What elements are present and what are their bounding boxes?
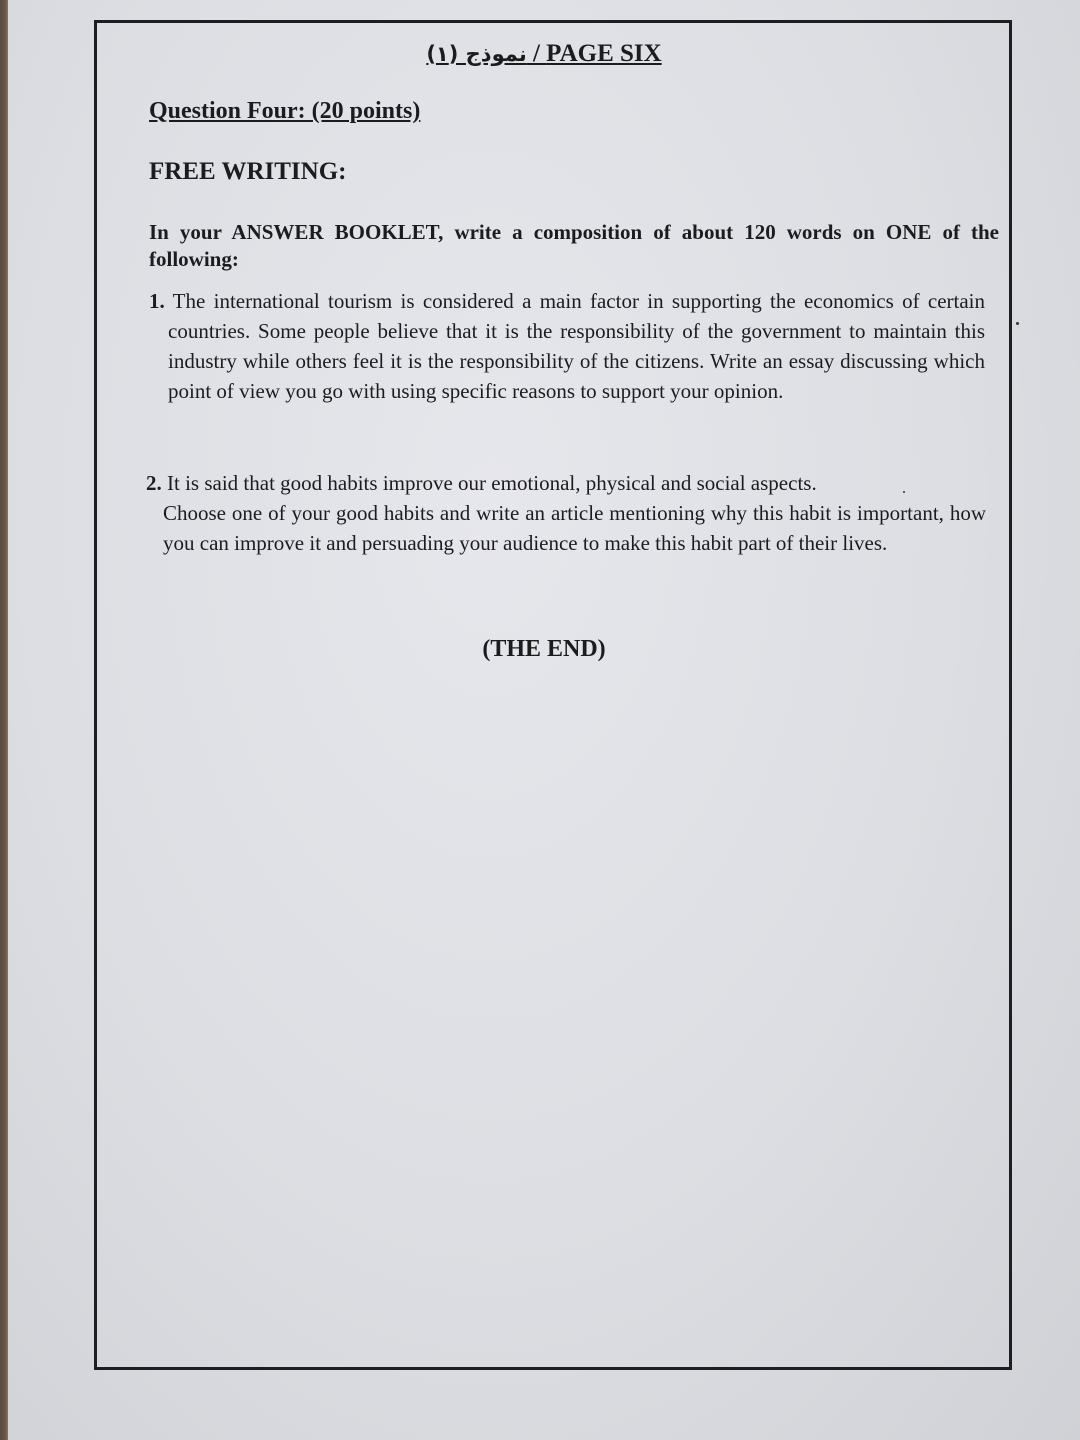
- question-title: Question Four: (20 points): [149, 98, 421, 124]
- item-lead: [146, 468, 986, 498]
- item-number: 1.: [149, 289, 165, 313]
- section-heading: FREE WRITING:: [149, 158, 347, 185]
- item-text: The international tourism is considered a main factor in supporting the economics of certain countries. Some people believe that it is the responsibility of the government to maintain this industry while others feel it is the responsibility of the citizens. Write an essay discussing which point of view you go with using specific reasons to support your opinion.: [168, 289, 985, 403]
- item-text: Choose one of your good habits and write an article mentioning why this habit is important, how you can improve it and persuading your audience to make this habit part of their lives.: [163, 501, 986, 555]
- stray-mark: [1016, 322, 1019, 325]
- item-lead-text: It is said that good habits improve our emotional, physical and social aspects.: [167, 471, 817, 495]
- end-marker: (THE END): [482, 636, 606, 662]
- question-item-2: [146, 468, 986, 558]
- header-arabic-label: نموذج (١): [426, 42, 527, 66]
- question-item-1: [149, 286, 985, 406]
- stray-mark: [903, 491, 905, 493]
- exam-sheet: [8, 0, 1080, 1440]
- item-number: 2.: [146, 471, 162, 495]
- instruction-text: In your ANSWER BOOKLET, write a composition of about 120 words on ONE of the following:: [149, 220, 999, 271]
- page-header: [8, 40, 1080, 68]
- header-separator: /: [526, 40, 547, 67]
- header-page-label: PAGE SIX: [546, 40, 662, 67]
